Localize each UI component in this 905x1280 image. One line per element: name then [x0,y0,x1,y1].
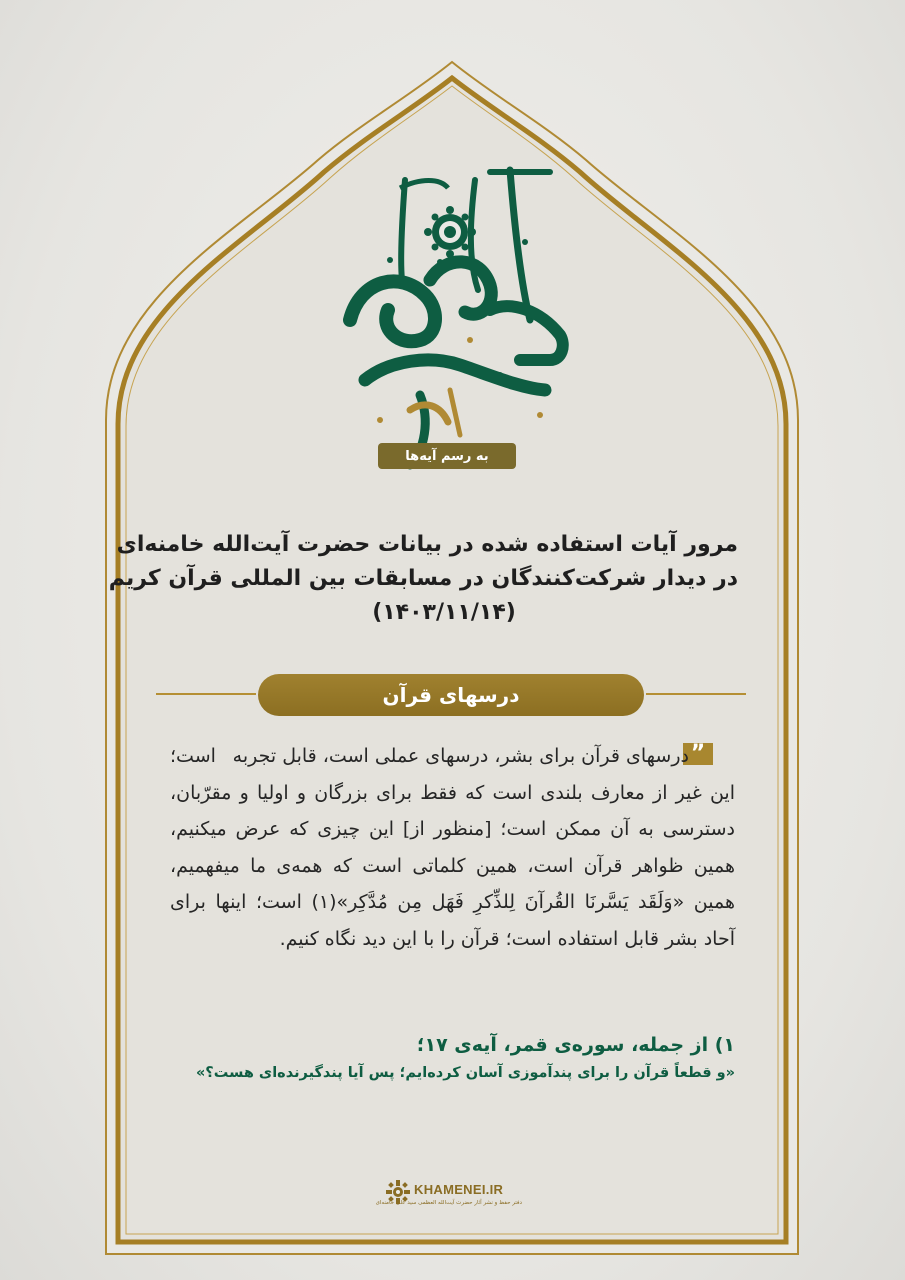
footnote-title: ۱) از جمله، سوره‌ی قمر، آیه‌ی ۱۷؛ [416,1034,735,1056]
quote-first-line: درسهای قرآن برای بشر، درسهای عملی است، قابل تجربه [232,745,689,767]
footnote [175,1030,735,1086]
footer-logo [375,1180,522,1208]
quote-body [170,738,735,957]
footnote-text: «و قطعاً قرآن را برای پندآموزی آسان کرده‌ایم؛ پس آیا پندگیرنده‌ای هست؟» [195,1065,735,1081]
intro-line-2: در دیدار شرکت‌کنندگان در مسابقات بین المللی قرآن کریم [108,566,738,591]
logo-subtitle: به رسم آیه‌ها [378,443,516,469]
section-rule-right [646,693,746,695]
quote-icon: ” [683,743,713,765]
intro-date: (۱۴۰۳/۱۱/۱۴) [372,600,516,625]
quote-rest: است؛ این غیر از معارف بلندی است که فقط برای بزرگان و اولیا و مقرّبان، دسترسی به آن ممکن است؛ [منظور از] این چیزی که عرض میکنیم، همین ظواهر قرآن است، همین کلماتی است که همه‌ی ما میفهمیم، همین «وَلَقَد یَسَّرنَا القُرآنَ لِلذِّکرِ فَهَل مِن مُدَّکِر»(۱) است؛ اینها برای آحاد بشر قابل استفاده است؛ قرآن را با این دید نگاه کنیم. [170,745,735,950]
intro-heading [108,528,738,630]
intro-line-1: مرور آیات استفاده شده در بیانات حضرت آیت‌الله خامنه‌ای [116,532,738,557]
footer-site: KHAMENEI.IR [414,1182,504,1197]
section-rule-left [156,693,256,695]
footer-tagline: دفتر حفظ و نشر آثار حضرت آیت‌الله العظمی سید علی خامنه‌ای [375,1200,522,1206]
section-title: درسهای قرآن [258,674,644,716]
